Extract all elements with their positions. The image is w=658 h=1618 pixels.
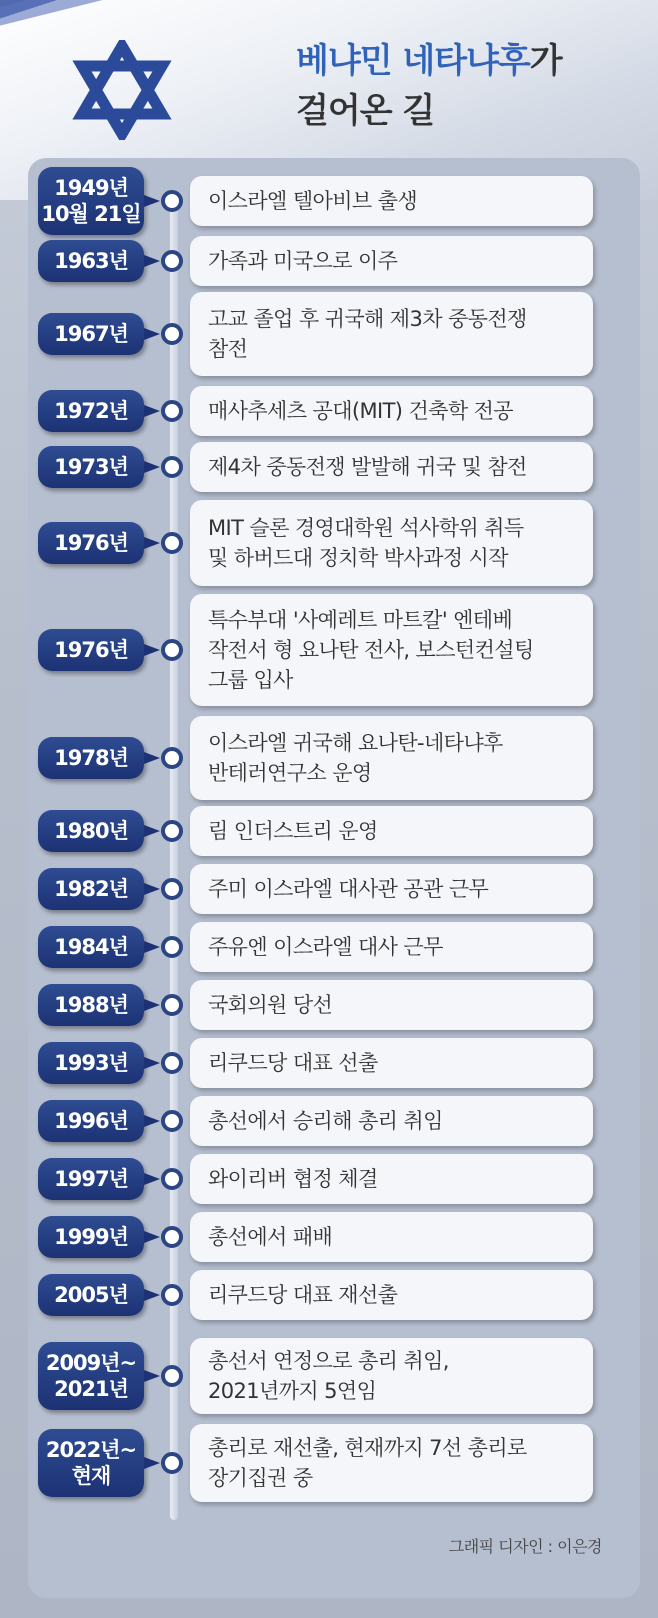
arrow-right-icon (144, 1173, 160, 1185)
arrow-right-icon (144, 941, 160, 953)
timeline-dot (161, 1052, 183, 1074)
arrow-right-icon (144, 1289, 160, 1301)
timeline-dot (161, 1226, 183, 1248)
arrow-right-icon (144, 1370, 160, 1382)
timeline-dot (161, 936, 183, 958)
event-card: 총선서 연정으로 총리 취임, 2021년까지 5연임 (190, 1338, 593, 1414)
arrow-right-icon (144, 1231, 160, 1243)
year-badge: 1972년 (38, 390, 144, 432)
event-card: MIT 슬론 경영대학원 석사학위 취득 및 하버드대 정치학 박사과정 시작 (190, 500, 593, 586)
timeline-axis (170, 190, 178, 1520)
event-card: 이스라엘 귀국해 요나탄-네타냐후 반테러연구소 운영 (190, 716, 593, 800)
event-card: 제4차 중동전쟁 발발해 귀국 및 참전 (190, 442, 593, 492)
year-badge: 1963년 (38, 240, 144, 282)
credit: 그래픽 디자인 : 이은경 (448, 1537, 602, 1556)
event-card: 총리로 재선출, 현재까지 7선 총리로 장기집권 중 (190, 1424, 593, 1502)
title-name: 베냐민 네타냐후 (296, 41, 530, 81)
title-suffix: 가 (529, 41, 562, 81)
event-card: 주미 이스라엘 대사관 공관 근무 (190, 864, 593, 914)
arrow-right-icon (144, 537, 160, 549)
event-card: 특수부대 '사예레트 마트칼' 엔테베 작전서 형 요나탄 전사, 보스턴컨설팅 그룹 입사 (190, 594, 593, 706)
timeline-dot (161, 323, 183, 345)
star-of-david-icon (72, 40, 172, 140)
year-badge: 1949년 10월 21일 (38, 167, 144, 235)
year-badge: 2009년~ 2021년 (38, 1342, 144, 1410)
year-badge: 1999년 (38, 1216, 144, 1258)
arrow-right-icon (144, 883, 160, 895)
timeline-dot (161, 532, 183, 554)
arrow-right-icon (144, 461, 160, 473)
event-card: 이스라엘 텔아비브 출생 (190, 176, 593, 226)
event-card: 리쿠드당 대표 선출 (190, 1038, 593, 1088)
arrow-right-icon (144, 195, 160, 207)
year-badge: 1997년 (38, 1158, 144, 1200)
timeline-dot (161, 878, 183, 900)
year-badge: 1973년 (38, 446, 144, 488)
arrow-right-icon (144, 255, 160, 267)
year-badge: 1976년 (38, 629, 144, 671)
event-card: 국회의원 당선 (190, 980, 593, 1030)
timeline-dot (161, 820, 183, 842)
year-badge: 1996년 (38, 1100, 144, 1142)
event-card: 와이리버 협정 체결 (190, 1154, 593, 1204)
year-badge: 1982년 (38, 868, 144, 910)
year-badge: 1993년 (38, 1042, 144, 1084)
arrow-right-icon (144, 1115, 160, 1127)
timeline-dot (161, 190, 183, 212)
event-card: 림 인더스트리 운영 (190, 806, 593, 856)
timeline-dot (161, 250, 183, 272)
arrow-right-icon (144, 999, 160, 1011)
year-badge: 2005년 (38, 1274, 144, 1316)
arrow-right-icon (144, 825, 160, 837)
year-badge: 1988년 (38, 984, 144, 1026)
timeline-dot (161, 994, 183, 1016)
year-badge: 1978년 (38, 737, 144, 779)
event-card: 리쿠드당 대표 재선출 (190, 1270, 593, 1320)
event-card: 총선에서 패배 (190, 1212, 593, 1262)
arrow-right-icon (144, 1057, 160, 1069)
arrow-right-icon (144, 644, 160, 656)
page-title (296, 36, 562, 136)
title-subtitle: 걸어온 길 (296, 91, 435, 131)
year-badge: 1967년 (38, 313, 144, 355)
arrow-right-icon (144, 752, 160, 764)
year-badge: 2022년~ 현재 (38, 1429, 144, 1497)
event-card: 고교 졸업 후 귀국해 제3차 중동전쟁 참전 (190, 292, 593, 376)
event-card: 주유엔 이스라엘 대사 근무 (190, 922, 593, 972)
arrow-right-icon (144, 328, 160, 340)
timeline-dot (161, 1284, 183, 1306)
timeline-dot (161, 1452, 183, 1474)
year-badge: 1980년 (38, 810, 144, 852)
flag-stripe (0, 0, 178, 29)
timeline-dot (161, 1168, 183, 1190)
timeline-dot (161, 1110, 183, 1132)
timeline-dot (161, 747, 183, 769)
event-card: 매사추세츠 공대(MIT) 건축학 전공 (190, 386, 593, 436)
event-card: 총선에서 승리해 총리 취임 (190, 1096, 593, 1146)
timeline-dot (161, 639, 183, 661)
year-badge: 1984년 (38, 926, 144, 968)
arrow-right-icon (144, 405, 160, 417)
timeline-dot (161, 456, 183, 478)
arrow-right-icon (144, 1457, 160, 1469)
timeline-dot (161, 400, 183, 422)
event-card: 가족과 미국으로 이주 (190, 236, 593, 286)
timeline-dot (161, 1365, 183, 1387)
year-badge: 1976년 (38, 522, 144, 564)
